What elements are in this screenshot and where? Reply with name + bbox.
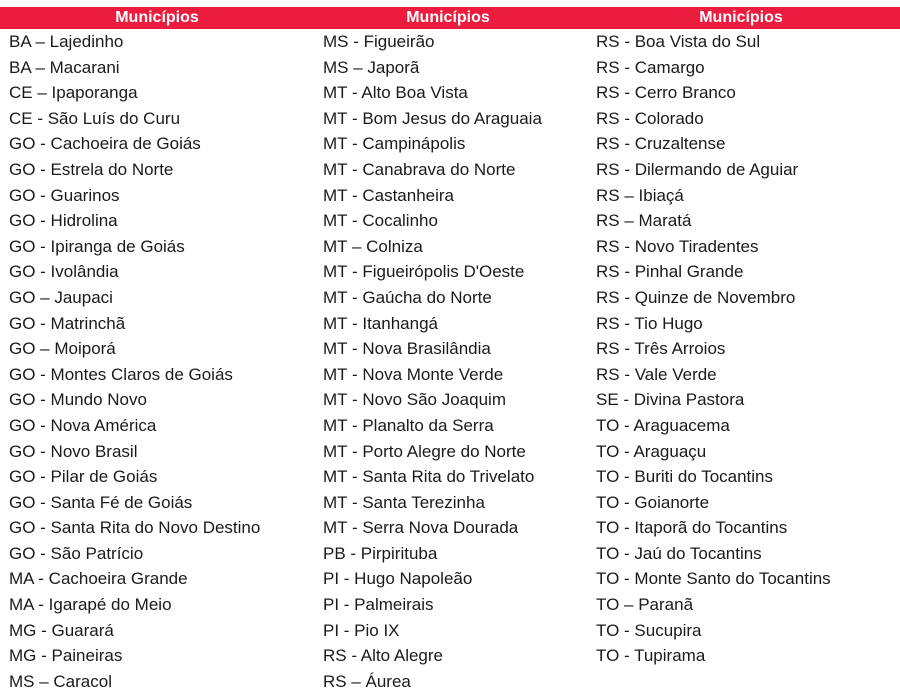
table-row <box>0 208 900 234</box>
table-row <box>0 234 900 260</box>
municipality-cell: RS - Vale Verde <box>596 364 717 384</box>
municipality-cell: PI - Pio IX <box>323 620 400 640</box>
table-row <box>0 618 900 644</box>
municipality-cell: BA – Lajedinho <box>9 32 124 51</box>
municipality-cell: MT - Planalto da Serra <box>323 415 494 435</box>
municipality-cell: MS – Japorã <box>323 57 420 77</box>
table-row <box>0 80 900 106</box>
municipality-cell: GO - Ipiranga de Goiás <box>9 236 185 256</box>
municipality-cell: SE - Divina Pastora <box>596 390 745 410</box>
municipality-cell: MG - Paineiras <box>9 646 123 666</box>
table-row <box>0 413 900 439</box>
municipality-cell: RS - Quinze de Novembro <box>596 287 796 307</box>
municipality-cell: RS – Áurea <box>323 671 411 691</box>
municipalities-table <box>0 7 900 694</box>
municipality-cell: PB - Pirpirituba <box>323 543 438 563</box>
municipality-cell: GO - Cachoeira de Goiás <box>9 134 201 154</box>
municipality-cell: GO - Santa Fé de Goiás <box>9 492 193 512</box>
municipality-cell: MT - Itanhangá <box>323 313 438 333</box>
table-row <box>0 336 900 362</box>
municipality-cell: GO - Montes Claros de Goiás <box>9 364 233 384</box>
municipality-cell: RS - Cruzaltense <box>596 134 726 154</box>
municipality-cell: RS – Maratá <box>596 211 692 231</box>
municipality-cell: MT - Alto Boa Vista <box>323 83 468 103</box>
municipality-cell: MT - Castanheira <box>323 185 455 205</box>
municipality-cell: GO - Matrinchã <box>9 313 126 333</box>
municipality-cell: MT - Bom Jesus do Araguaia <box>323 108 542 128</box>
municipality-cell: GO - Santa Rita do Novo Destino <box>9 518 261 538</box>
municipality-cell: RS - Colorado <box>596 108 704 128</box>
municipality-cell: MS - Figueirão <box>323 32 435 51</box>
municipality-cell: CE – Ipaporanga <box>9 83 138 103</box>
municipality-cell: BA – Macarani <box>9 57 120 77</box>
table-row <box>0 439 900 465</box>
municipality-cell: GO – Jaupaci <box>9 287 113 307</box>
municipality-cell: MT - Figueirópolis D'Oeste <box>323 262 525 282</box>
table-row <box>0 285 900 311</box>
table-row <box>0 29 900 55</box>
municipality-cell: MT - Campinápolis <box>323 134 466 154</box>
municipality-cell: TO - Araguaçu <box>596 441 707 461</box>
municipality-cell: GO - Novo Brasil <box>9 441 138 461</box>
table-row <box>0 106 900 132</box>
table-header <box>0 7 900 29</box>
municipality-cell: GO - Hidrolina <box>9 211 118 231</box>
table-row <box>0 541 900 567</box>
table-body <box>0 29 900 694</box>
municipality-cell: RS - Tio Hugo <box>596 313 703 333</box>
table-row <box>0 566 900 592</box>
municipality-cell: RS - Cerro Branco <box>596 83 736 103</box>
municipality-cell: MT - Porto Alegre do Norte <box>323 441 526 461</box>
table-row <box>0 157 900 183</box>
municipality-cell <box>582 669 900 695</box>
municipality-cell: GO - São Patrício <box>9 543 144 563</box>
table-row <box>0 643 900 669</box>
municipality-cell: MT - Cocalinho <box>323 211 438 231</box>
municipality-cell: GO – Moiporá <box>9 339 116 359</box>
municipality-cell: MT - Canabrava do Norte <box>323 159 516 179</box>
municipality-cell: MT - Serra Nova Dourada <box>323 518 519 538</box>
table-row <box>0 490 900 516</box>
municipality-cell: RS - Dilermando de Aguiar <box>596 159 799 179</box>
municipality-cell: MT - Santa Rita do Trivelato <box>323 467 535 487</box>
municipality-cell: MG - Guarará <box>9 620 114 640</box>
municipality-cell: MT - Novo São Joaquim <box>323 390 506 410</box>
table-row <box>0 311 900 337</box>
table-row <box>0 515 900 541</box>
municipality-cell: MA - Cachoeira Grande <box>9 569 188 589</box>
municipality-cell: MT - Santa Terezinha <box>323 492 485 512</box>
table-row <box>0 131 900 157</box>
table-row <box>0 55 900 81</box>
municipality-cell: TO - Buriti do Tocantins <box>596 467 774 487</box>
municipality-cell: GO - Estrela do Norte <box>9 159 174 179</box>
table-row <box>0 592 900 618</box>
municipality-cell: MT - Nova Brasilândia <box>323 339 491 359</box>
municipality-cell: RS - Três Arroios <box>596 339 726 359</box>
municipality-cell: GO - Mundo Novo <box>9 390 147 410</box>
table-row <box>0 669 900 695</box>
table-row <box>0 464 900 490</box>
municipality-cell: RS - Alto Alegre <box>323 646 444 666</box>
column-header: Municípios <box>699 9 783 26</box>
municipality-cell: RS - Camargo <box>596 57 705 77</box>
municipality-cell: GO - Nova América <box>9 415 157 435</box>
municipality-cell: MT – Colniza <box>323 236 423 256</box>
municipality-cell: GO - Pilar de Goiás <box>9 467 158 487</box>
table-row <box>0 259 900 285</box>
column-header: Municípios <box>406 9 490 26</box>
municipality-cell: TO - Monte Santo do Tocantins <box>596 569 831 589</box>
municipality-cell: MT - Gaúcha do Norte <box>323 287 492 307</box>
table-row <box>0 387 900 413</box>
municipality-cell: GO - Ivolândia <box>9 262 119 282</box>
municipality-cell: MT - Nova Monte Verde <box>323 364 504 384</box>
municipality-cell: TO – Paranã <box>596 595 694 615</box>
table-row <box>0 183 900 209</box>
municipality-cell: RS - Pinhal Grande <box>596 262 744 282</box>
table-row <box>0 362 900 388</box>
municipality-cell: GO - Guarinos <box>9 185 120 205</box>
municipality-cell: MA - Igarapé do Meio <box>9 595 172 615</box>
municipality-cell: PI - Hugo Napoleão <box>323 569 473 589</box>
municipality-cell: TO - Tupirama <box>596 646 706 666</box>
municipality-cell: CE - São Luís do Curu <box>9 108 181 128</box>
municipality-cell: PI - Palmeirais <box>323 595 434 615</box>
municipality-cell: RS - Boa Vista do Sul <box>596 32 761 51</box>
municipality-cell: RS – Ibiaçá <box>596 185 684 205</box>
municipality-cell: TO - Itaporã do Tocantins <box>596 518 788 538</box>
municipality-cell: TO - Jaú do Tocantins <box>596 543 762 563</box>
municipality-cell: TO - Araguacema <box>596 415 730 435</box>
municipality-cell: TO - Sucupira <box>596 620 702 640</box>
municipality-cell: MS – Caracol <box>9 671 112 691</box>
column-header: Municípios <box>115 9 199 26</box>
municipality-cell: TO - Goianorte <box>596 492 710 512</box>
municipality-cell: RS - Novo Tiradentes <box>596 236 759 256</box>
